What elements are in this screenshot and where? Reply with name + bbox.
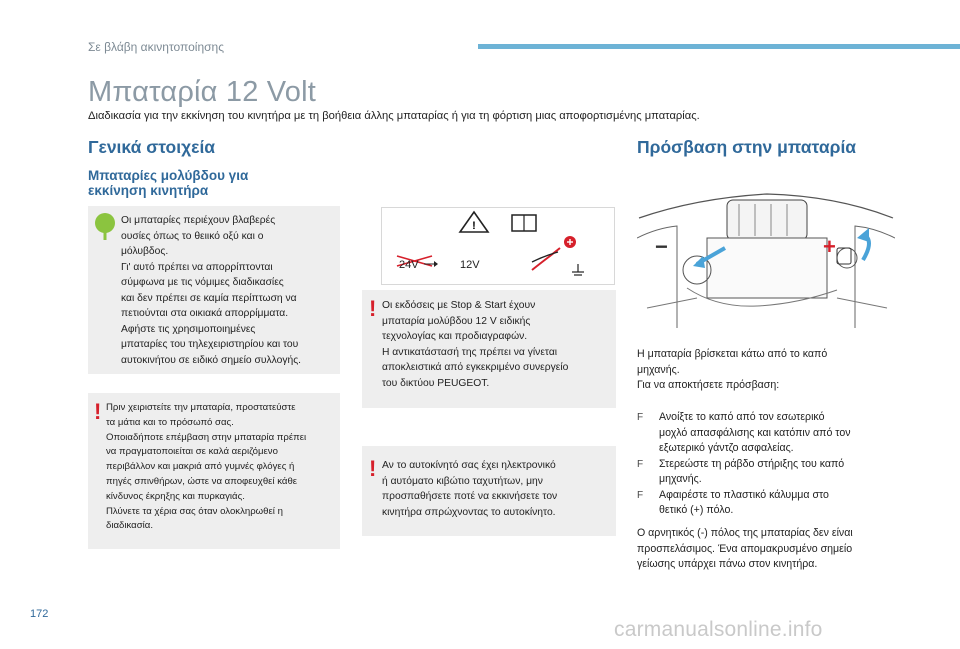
warning-line: διαδικασία. [106, 520, 153, 532]
info-line: σύμφωνα με τις νόμιμες διαδικασίες [121, 277, 284, 288]
warning-line: μπαταρία μολύβδου 12 V ειδικής [382, 315, 531, 327]
list-item [637, 457, 897, 488]
engine-bay-illustration [637, 178, 895, 330]
warning-line: Οποιαδήποτε επέμβαση στην μπαταρία πρέπει [106, 431, 307, 443]
info-line: μόλυβδος. [121, 246, 169, 257]
intro-line: Για να αποκτήσετε πρόσβαση: [637, 379, 780, 391]
intro-line: Η μπαταρία βρίσκεται κάτω από το καπό [637, 348, 828, 360]
warning-line: πηγές σπινθήρων, ώστε να αποφευχθεί κάθε [106, 475, 298, 487]
warning-line: Αν το αυτοκίνητό σας έχει ηλεκτρονικό [382, 460, 556, 471]
info-line: Γι' αυτό πρέπει να απορρίπτονται [121, 261, 273, 273]
warning-line: αποκλειστικά από εγκεκριμένο συνεργείο [382, 362, 569, 373]
subheading-line: εκκίνηση κινητήρα [88, 183, 209, 198]
warning-line: τεχνολογίας και προδιαγραφών. [382, 331, 528, 342]
battery-warning-label [381, 207, 615, 285]
automatic-gearbox-warning-box [362, 446, 616, 536]
note-line: Ο αρνητικός (-) πόλος της μπαταρίας δεν είναι [637, 527, 853, 539]
list-item [637, 488, 897, 519]
step-bullet: F [637, 412, 644, 423]
lead-batteries-subheading [88, 168, 248, 198]
info-line: ουσίες όπως το θειικό οξύ και ο [121, 230, 264, 242]
recycling-info-box [88, 206, 340, 374]
warning-line: Οι εκδόσεις με Stop & Start έχουν [382, 300, 536, 311]
eco-tree-icon [94, 212, 116, 242]
warning-line: Πλύνετε τα χέρια σας όταν ολοκληρωθεί η [106, 505, 283, 517]
page-title: Μπαταρία 12 Volt [88, 76, 316, 108]
page-number: 172 [30, 608, 49, 620]
note-line: γείωσης υπάρχει πάνω στον κινητήρα. [637, 558, 818, 570]
safety-warning-box [88, 393, 340, 549]
grounding-note [637, 526, 905, 573]
warning-line: Πριν χειριστείτε την μπαταρία, προστατεύστε [106, 402, 296, 413]
warning-exclamation-icon: ! [94, 399, 102, 424]
step-line: Στερεώστε τη ράβδο στήριξης του καπό [659, 457, 845, 470]
warning-exclamation-icon: ! [369, 296, 377, 321]
step-bullet: F [637, 458, 644, 470]
warning-line: περιβάλλον και μακριά από γυμνές φλόγες ή [106, 461, 295, 473]
warning-line: Η αντικατάστασή της πρέπει να γίνεται [382, 346, 558, 358]
step-line: εξωτερικό γάντζο ασφαλείας. [659, 442, 794, 454]
triangle-warning-icon: ! [472, 220, 476, 232]
warning-line: του δικτύου PEUGEOT. [382, 377, 490, 389]
positive-terminal-symbol: + [823, 234, 836, 259]
info-line: Οι μπαταρίες περιέχουν βλαβερές [121, 215, 276, 226]
info-line: πετιούνται στα οικιακά απορρίμματα. [121, 308, 289, 319]
step-line: θετικό (+) πόλο. [659, 504, 734, 516]
engine-bay-drawing [637, 178, 895, 330]
step-line: Αφαιρέστε το πλαστικό κάλυμμα στο [659, 488, 829, 501]
step-line: Ανοίξτε το καπό από τον εσωτερικό [659, 411, 825, 423]
warning-line: τα μάτια και το πρόσωπό σας. [106, 416, 234, 428]
warning-exclamation-icon: ! [369, 456, 377, 481]
access-steps-list [637, 410, 897, 519]
warning-line: κίνδυνος έκρηξης και πυρκαγιάς. [106, 490, 245, 502]
warning-line: προσπαθήσετε ποτέ να εκκινήσετε τον [382, 491, 558, 502]
step-bullet: F [637, 489, 644, 501]
intro-line: μηχανής. [637, 363, 680, 376]
info-line: Αφήστε τις χρησιμοποιημένες [121, 323, 256, 335]
label-12v: 12V [460, 259, 480, 271]
warning-line: ή αυτόματο κιβώτιο ταχυτήτων, μην [382, 475, 543, 487]
info-line: μπαταρίες του τηλεχειριστηρίου και του [121, 339, 299, 350]
stop-start-warning-box [362, 290, 616, 408]
watermark-text: carmanualsonline.info [614, 618, 823, 641]
terminal-cover-icon [837, 248, 851, 264]
general-heading: Γενικά στοιχεία [88, 137, 216, 157]
battery-label-graphic [382, 208, 614, 284]
battery-access-heading: Πρόσβαση στην μπαταρία [637, 137, 857, 157]
battery-location-text [637, 347, 897, 394]
note-line: προσπελάσιμος. Ένα απομακρυσμένο σημείο [637, 542, 853, 555]
negative-terminal-symbol: − [655, 234, 668, 259]
step-line: μηχανής. [659, 473, 702, 485]
subheading-line: Μπαταρίες μολύβδου για [88, 168, 249, 183]
info-line: και δεν πρέπει σε καμία περίπτωση να [121, 292, 297, 304]
page-subtitle: Διαδικασία για την εκκίνηση του κινητήρα με τη βοήθεια άλλης μπαταρίας ή για τη φόρτιση μιας αποφορτισμένης μπαταρίας. [88, 110, 700, 122]
step-line: μοχλό απασφάλισης και κατόπιν από τον [659, 426, 851, 439]
label-24v: 24V [399, 259, 419, 271]
warning-line: να πραγματοποιείται σε καλά αεριζόμενο [106, 446, 278, 458]
info-line: αυτοκινήτου σε ειδικό σημείο συλλογής. [121, 354, 302, 366]
warning-line: κινητήρα σπρώχνοντας το αυτοκίνητο. [382, 506, 556, 518]
section-header: Σε βλάβη ακινητοποίησης [88, 40, 225, 54]
list-item [637, 410, 897, 457]
header-bar [478, 44, 960, 49]
